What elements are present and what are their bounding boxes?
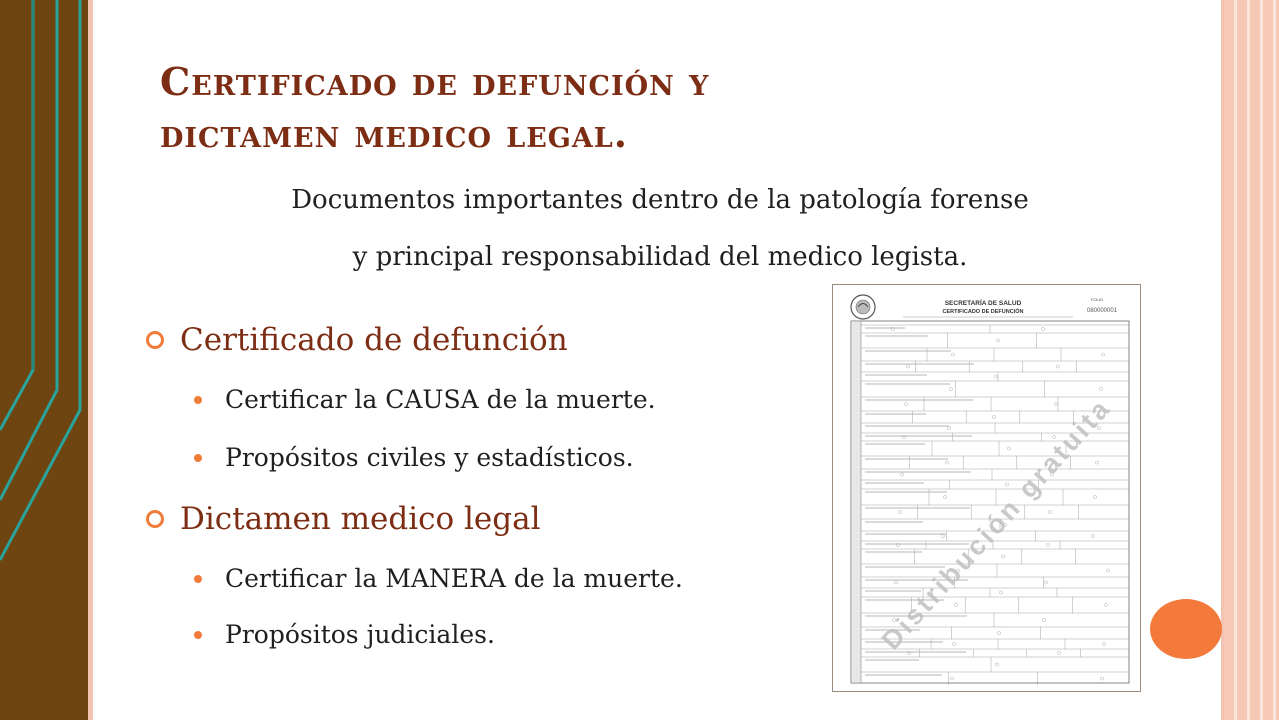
left-decorative-band: [0, 0, 88, 720]
dot-bullet-icon: [194, 396, 202, 404]
bullet-label: Certificado de defunción: [180, 322, 568, 358]
slide-title: [160, 56, 709, 160]
sub-bullet: [194, 385, 656, 414]
watermark: [876, 392, 1117, 655]
left-edge-stripe: [88, 0, 93, 720]
doc-folio-number: 080000001: [1087, 308, 1118, 314]
dot-bullet-icon: [194, 631, 202, 639]
mexico-seal-icon: [851, 295, 875, 319]
doc-folio-label: FOLIO: [1091, 297, 1104, 302]
doc-form-title: CERTIFICADO DE DEFUNCIÓN: [942, 309, 1024, 315]
doc-agency: SECRETARÍA DE SALUD: [944, 300, 1022, 307]
sub-bullet-text: Certificar la MANERA de la muerte.: [225, 564, 683, 593]
sub-bullet-text: Propósitos civiles y estadísticos.: [225, 443, 634, 472]
sub-bullet-text: Propósitos judiciales.: [225, 620, 495, 649]
title-line-2: dictamen medico legal.: [160, 111, 629, 156]
subtitle-line-2: y principal responsabilidad del medico legista.: [352, 242, 968, 272]
ring-bullet-icon: [146, 331, 164, 349]
sub-bullet: [194, 620, 495, 649]
death-certificate-image: [832, 284, 1141, 692]
bullet-dictamen: [146, 501, 541, 537]
bullet-label: Dictamen medico legal: [180, 501, 541, 537]
sub-bullet-text: Certificar la CAUSA de la muerte.: [225, 385, 656, 414]
subtitle-line-1: Documentos importantes dentro de la patología forense: [291, 185, 1029, 215]
title-line-1: Certificado de defunción y: [160, 59, 710, 104]
decorative-orange-circle: [1150, 599, 1222, 659]
right-decorative-band: [1224, 0, 1279, 720]
dot-bullet-icon: [194, 575, 202, 583]
sub-bullet: [194, 564, 683, 593]
ring-bullet-icon: [146, 510, 164, 528]
watermark-text: Distribución gratuita: [875, 392, 1117, 656]
dot-bullet-icon: [194, 454, 202, 462]
sub-bullet: [194, 443, 634, 472]
bullet-certificado: [146, 322, 568, 358]
